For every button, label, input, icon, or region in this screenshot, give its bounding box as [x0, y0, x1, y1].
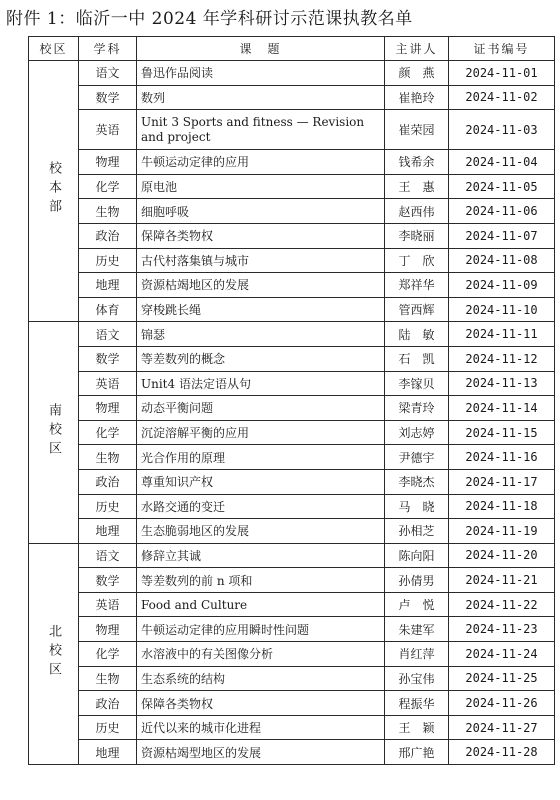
- teacher-cell: 王 惠: [385, 174, 449, 199]
- cert-number-cell: 2024-11-09: [449, 273, 555, 298]
- topic-cell: 保障各类物权: [137, 691, 385, 716]
- teacher-cell: 孙倩男: [385, 568, 449, 593]
- subject-cell: 数学: [79, 85, 137, 110]
- subject-cell: 语文: [79, 543, 137, 568]
- header-row: [29, 37, 555, 61]
- topic-cell: 穿梭跳长绳: [137, 297, 385, 322]
- subject-cell: 地理: [79, 273, 137, 298]
- cert-number-cell: 2024-11-26: [449, 691, 555, 716]
- subject-cell: 化学: [79, 642, 137, 667]
- campus-label: 校本部: [46, 161, 61, 219]
- cert-number-cell: 2024-11-20: [449, 543, 555, 568]
- topic-cell: 古代村落集镇与城市: [137, 248, 385, 273]
- cert-number-cell: 2024-11-02: [449, 85, 555, 110]
- topic-cell: 近代以来的城市化进程: [137, 715, 385, 740]
- campus-label: 北校区: [46, 623, 61, 681]
- cert-number-cell: 2024-11-24: [449, 642, 555, 667]
- cert-number-cell: 2024-11-08: [449, 248, 555, 273]
- teacher-cell: 崔艳玲: [385, 85, 449, 110]
- subject-cell: 物理: [79, 617, 137, 642]
- subject-cell: 政治: [79, 469, 137, 494]
- subject-cell: 生物: [79, 666, 137, 691]
- subject-cell: 体育: [79, 297, 137, 322]
- table-row: [29, 174, 555, 199]
- cert-number-cell: 2024-11-07: [449, 223, 555, 248]
- campus-cell: [29, 61, 79, 322]
- table-row: [29, 371, 555, 396]
- table-row: [29, 297, 555, 322]
- cert-number-cell: 2024-11-04: [449, 150, 555, 175]
- topic-cell: Unit 3 Sports and fitness — Revision and project: [137, 110, 385, 150]
- campus-cell: [29, 543, 79, 764]
- topic-cell: 光合作用的原理: [137, 445, 385, 470]
- teacher-cell: 颜 燕: [385, 61, 449, 86]
- table-row: [29, 568, 555, 593]
- table-row: [29, 543, 555, 568]
- teacher-cell: 孙相芝: [385, 519, 449, 544]
- subject-cell: 政治: [79, 223, 137, 248]
- teacher-cell: 李晓杰: [385, 469, 449, 494]
- teacher-cell: 李晓丽: [385, 223, 449, 248]
- topic-cell: 牛顿运动定律的应用: [137, 150, 385, 175]
- subject-cell: 英语: [79, 592, 137, 617]
- header-cert: 证书编号: [449, 37, 555, 61]
- teacher-cell: 王 颖: [385, 715, 449, 740]
- cert-number-cell: 2024-11-25: [449, 666, 555, 691]
- teacher-cell: 邢广艳: [385, 740, 449, 765]
- table-row: [29, 248, 555, 273]
- table-row: [29, 346, 555, 371]
- cert-number-cell: 2024-11-03: [449, 110, 555, 150]
- teacher-cell: 崔荣园: [385, 110, 449, 150]
- table-row: [29, 199, 555, 224]
- cert-number-cell: 2024-11-17: [449, 469, 555, 494]
- cert-number-cell: 2024-11-13: [449, 371, 555, 396]
- teacher-cell: 管西辉: [385, 297, 449, 322]
- subject-cell: 英语: [79, 371, 137, 396]
- table-row: [29, 396, 555, 421]
- table-row: [29, 642, 555, 667]
- subject-cell: 化学: [79, 420, 137, 445]
- topic-cell: 原电池: [137, 174, 385, 199]
- cert-number-cell: 2024-11-14: [449, 396, 555, 421]
- topic-cell: Food and Culture: [137, 592, 385, 617]
- topic-cell: 动态平衡问题: [137, 396, 385, 421]
- topic-cell: 生态系统的结构: [137, 666, 385, 691]
- cert-number-cell: 2024-11-16: [449, 445, 555, 470]
- topic-cell: 水溶液中的有关图像分析: [137, 642, 385, 667]
- cert-number-cell: 2024-11-12: [449, 346, 555, 371]
- cert-number-cell: 2024-11-28: [449, 740, 555, 765]
- subject-cell: 地理: [79, 519, 137, 544]
- cert-number-cell: 2024-11-05: [449, 174, 555, 199]
- subject-cell: 历史: [79, 494, 137, 519]
- topic-cell: 沉淀溶解平衡的应用: [137, 420, 385, 445]
- table-row: [29, 420, 555, 445]
- table-row: [29, 85, 555, 110]
- teacher-cell: 程振华: [385, 691, 449, 716]
- teacher-cell: 李镓贝: [385, 371, 449, 396]
- table-row: [29, 61, 555, 86]
- subject-cell: 政治: [79, 691, 137, 716]
- teacher-cell: 钱希余: [385, 150, 449, 175]
- topic-cell: 鲁迅作品阅读: [137, 61, 385, 86]
- cert-number-cell: 2024-11-23: [449, 617, 555, 642]
- cert-number-cell: 2024-11-22: [449, 592, 555, 617]
- topic-cell: 细胞呼吸: [137, 199, 385, 224]
- table-body: [29, 61, 555, 765]
- teacher-cell: 卢 悦: [385, 592, 449, 617]
- teacher-cell: 孙宝伟: [385, 666, 449, 691]
- teacher-cell: 马 晓: [385, 494, 449, 519]
- subject-cell: 语文: [79, 322, 137, 347]
- topic-cell: 尊重知识产权: [137, 469, 385, 494]
- table-row: [29, 715, 555, 740]
- campus-label: 南校区: [46, 402, 61, 460]
- topic-cell: 资源枯竭型地区的发展: [137, 740, 385, 765]
- teacher-cell: 刘志婷: [385, 420, 449, 445]
- subject-cell: 语文: [79, 61, 137, 86]
- subject-cell: 历史: [79, 715, 137, 740]
- teacher-cell: 郑祥华: [385, 273, 449, 298]
- subject-cell: 生物: [79, 199, 137, 224]
- topic-cell: 资源枯竭地区的发展: [137, 273, 385, 298]
- document-title: 附件 1：临沂一中 2024 年学科研讨示范课执教名单: [6, 9, 413, 29]
- cert-number-cell: 2024-11-19: [449, 519, 555, 544]
- table-row: [29, 666, 555, 691]
- teacher-cell: 丁 欣: [385, 248, 449, 273]
- header-dept: 校区: [29, 37, 79, 61]
- header-topic: 课 题: [137, 37, 385, 61]
- header-subject: 学科: [79, 37, 137, 61]
- cert-number-cell: 2024-11-10: [449, 297, 555, 322]
- teacher-cell: 梁青玲: [385, 396, 449, 421]
- subject-cell: 数学: [79, 346, 137, 371]
- topic-cell: 修辞立其诚: [137, 543, 385, 568]
- teacher-cell: 陈向阳: [385, 543, 449, 568]
- cert-number-cell: 2024-11-01: [449, 61, 555, 86]
- cert-number-cell: 2024-11-18: [449, 494, 555, 519]
- header-teacher: 主讲人: [385, 37, 449, 61]
- topic-cell: 数列: [137, 85, 385, 110]
- table-row: [29, 519, 555, 544]
- teacher-cell: 陆 敏: [385, 322, 449, 347]
- teacher-cell: 赵西伟: [385, 199, 449, 224]
- table-row: [29, 223, 555, 248]
- subject-cell: 英语: [79, 110, 137, 150]
- subject-cell: 物理: [79, 150, 137, 175]
- cert-number-cell: 2024-11-11: [449, 322, 555, 347]
- table-row: [29, 494, 555, 519]
- topic-cell: 生态脆弱地区的发展: [137, 519, 385, 544]
- table-row: [29, 110, 555, 150]
- table-row: [29, 617, 555, 642]
- lecturer-table: [28, 36, 555, 765]
- cert-number-cell: 2024-11-15: [449, 420, 555, 445]
- subject-cell: 化学: [79, 174, 137, 199]
- subject-cell: 数学: [79, 568, 137, 593]
- table-row: [29, 322, 555, 347]
- cert-number-cell: 2024-11-21: [449, 568, 555, 593]
- campus-cell: [29, 322, 79, 543]
- subject-cell: 物理: [79, 396, 137, 421]
- topic-cell: 等差数列的前 n 项和: [137, 568, 385, 593]
- cert-number-cell: 2024-11-27: [449, 715, 555, 740]
- table-row: [29, 273, 555, 298]
- table-row: [29, 150, 555, 175]
- topic-cell: 水路交通的变迁: [137, 494, 385, 519]
- table-row: [29, 445, 555, 470]
- topic-cell: 保障各类物权: [137, 223, 385, 248]
- topic-cell: 等差数列的概念: [137, 346, 385, 371]
- teacher-cell: 朱建军: [385, 617, 449, 642]
- topic-cell: Unit4 语法定语从句: [137, 371, 385, 396]
- topic-cell: 牛顿运动定律的应用瞬时性问题: [137, 617, 385, 642]
- teacher-cell: 肖红萍: [385, 642, 449, 667]
- subject-cell: 生物: [79, 445, 137, 470]
- teacher-cell: 尹德宇: [385, 445, 449, 470]
- table-row: [29, 469, 555, 494]
- cert-number-cell: 2024-11-06: [449, 199, 555, 224]
- subject-cell: 历史: [79, 248, 137, 273]
- table-row: [29, 740, 555, 765]
- subject-cell: 地理: [79, 740, 137, 765]
- table-row: [29, 592, 555, 617]
- teacher-cell: 石 凯: [385, 346, 449, 371]
- table-row: [29, 691, 555, 716]
- topic-cell: 锦瑟: [137, 322, 385, 347]
